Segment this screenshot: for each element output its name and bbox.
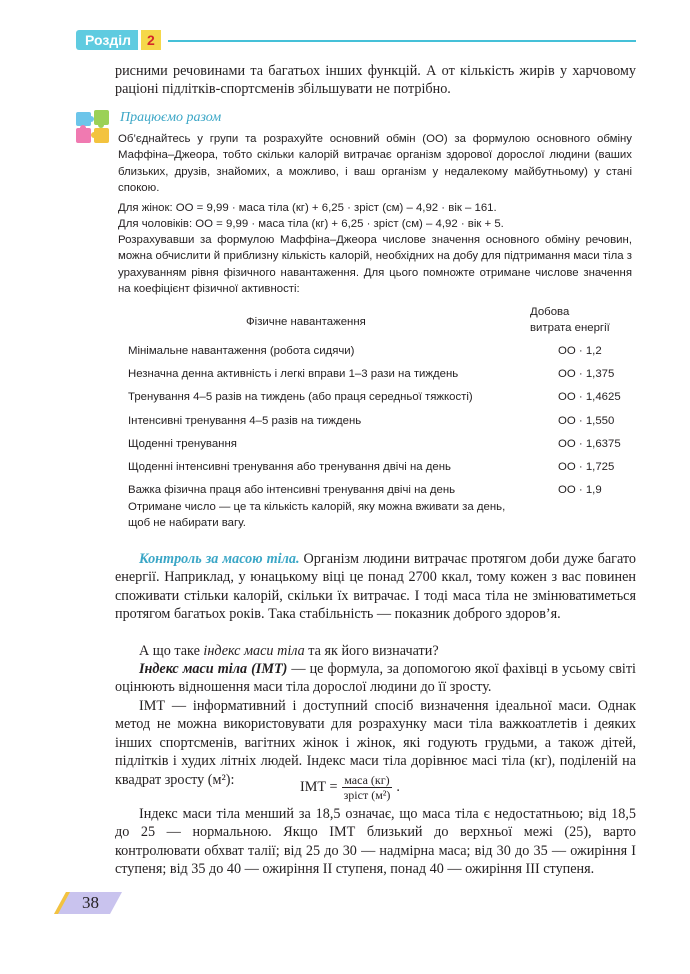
chapter-header xyxy=(76,30,161,50)
bmi-definition: Індекс маси тіла (ІМТ) — це формула, за допомогою якої фахівці в усьому світі оцінюють відношення маси тіла дорослої людини до її зросту. xyxy=(115,661,636,696)
section-label: Розділ xyxy=(76,30,138,50)
activity-cell: Незначна денна активність і легкі вправи 1–3 рази на тиждень xyxy=(128,368,459,381)
bmi-interpretation: Індекс маси тіла менший за 18,5 означає, що маса тіла є недостатньою; від 18,5 до 25 — нормальною. Якщо ІМТ близький до верхньої межі (25), варто контролювати обхват талії; від 25 до 30 — надмірна маса; від 30 до 35 — ожиріння І ступеня; від 35 до 40 — ожиріння ІІ ступеня, понад 40 — ожиріння ІІІ ступеня. xyxy=(115,806,636,878)
table-body xyxy=(118,340,638,502)
formula-fraction xyxy=(342,773,393,802)
table-row xyxy=(118,363,638,386)
weight-control-paragraph xyxy=(115,550,636,624)
header-rule xyxy=(168,40,636,42)
bmi-term: індекс маси тіла xyxy=(203,643,305,659)
formula-end: . xyxy=(396,779,400,795)
page-number: 38 xyxy=(82,893,99,912)
activity-cell: Мінімальне навантаження (робота сидячи) xyxy=(128,345,355,357)
table-row xyxy=(118,340,638,363)
group-work-title: Працюємо разом xyxy=(120,110,222,125)
energy-cell: ОО · 1,6375 xyxy=(558,437,621,450)
energy-cell: ОО · 1,725 xyxy=(558,460,615,473)
formula-denominator: зріст (м²) xyxy=(343,788,391,802)
activity-cell: Важка фізична праця або інтенсивні тренування двічі на день xyxy=(128,484,456,497)
bmi-formula xyxy=(300,773,400,802)
formula-women: Для жінок: ОО = 9,99 · маса тіла (кг) + 6,25 · зріст (см) – 4,92 · вік – 161. xyxy=(118,202,497,214)
col-activity-header: Фізичне навантаження xyxy=(246,316,366,328)
table-note: Отримане число — це та кількість калорій, яку можна вживати за день, щоб не набирати вагу. xyxy=(128,501,506,530)
table-row xyxy=(118,456,638,479)
activity-cell: Щоденні тренування xyxy=(128,437,237,450)
energy-cell: ОО · 1,375 xyxy=(558,368,615,381)
table-row xyxy=(118,386,638,409)
activity-cell: Щоденні інтенсивні тренування або тренування двічі на день xyxy=(128,460,451,473)
bmi-definition-term: Індекс маси тіла (ІМТ) xyxy=(139,661,288,677)
bmi-description: ІМТ — інформативний і доступний спосіб визначення ідеальної маси. Однак метод не можна використовувати для розрахунку маси тіла важкоатлетів і деяких інших спортсменів, вагітних жінок і жінок, які годують грудьми, а також дітей, підлітків і худих літніх людей. Індекс маси тіла дорівнює масі тіла (кг), поділеній на квадрат зросту (м²): xyxy=(115,698,636,788)
activity-table xyxy=(118,304,638,502)
formula-lhs: ІМТ = xyxy=(300,779,338,795)
table-row xyxy=(118,410,638,433)
group-work-paragraph: Об’єднайтесь у групи та розрахуйте основний обмін (ОО) за формулою основного обміну Маффіна–Джеора, тобто скільки калорій витрачає організм здорової дорослої людини (ваших близьких, друзів, знайомих, а можливо, і ваш організм у недалекому майбутньому) у стані спокою. xyxy=(118,133,632,195)
weight-control-text: Організм людини витрачає протягом доби дуже багато енергії. Наприклад, у юнацькому віці це понад 2700 ккал, тому кожен з вас повинен споживати стільки калорій, скільки їх витрачає. І тоді маса тіла не змінюватиметься протягом багатьох років. Така стабільність — показник доброго здоров’я. xyxy=(115,551,636,623)
formula-men: Для чоловіків: ОО = 9,99 · маса тіла (кг) + 6,25 · зріст (см) – 4,92 · вік + 5. xyxy=(118,218,504,230)
puzzle-icon xyxy=(74,108,112,146)
weight-control-heading: Контроль за масою тіла. xyxy=(139,551,300,567)
formula-numerator: маса (кг) xyxy=(344,773,390,787)
activity-paragraph: Розрахувавши за формулою Маффіна–Джеора числове значення основного обміну речовин, можна обчислити й приблизну кількість калорій, необхідних на добу для підтримання маси тіла з урахуванням рівня фізичного навантаження. Для цього помножте отримане числове значення на коефіцієнт фізичної активності: xyxy=(118,234,632,296)
bmi-question: А що таке індекс маси тіла та як його визначати? xyxy=(139,643,439,659)
energy-cell: ОО · 1,9 xyxy=(558,484,602,497)
energy-cell: ОО · 1,550 xyxy=(558,414,615,427)
col-energy-header: Добова витрата енергії xyxy=(530,306,610,334)
section-number: 2 xyxy=(141,30,161,50)
energy-cell: ОО · 1,4625 xyxy=(558,391,621,404)
table-header xyxy=(118,304,638,340)
activity-cell: Тренування 4–5 разів на тиждень (або праця середньої тяжкості) xyxy=(128,391,473,404)
table-row xyxy=(118,433,638,456)
intro-paragraph: рисними речовинами та багатьох інших функцій. А от кількість жирів у харчовому раціоні підлітків-спортсменів збільшувати не потрібно. xyxy=(115,63,636,98)
activity-cell: Інтенсивні тренування 4–5 разів на тиждень xyxy=(128,414,362,427)
energy-cell: ОО · 1,2 xyxy=(558,345,602,357)
